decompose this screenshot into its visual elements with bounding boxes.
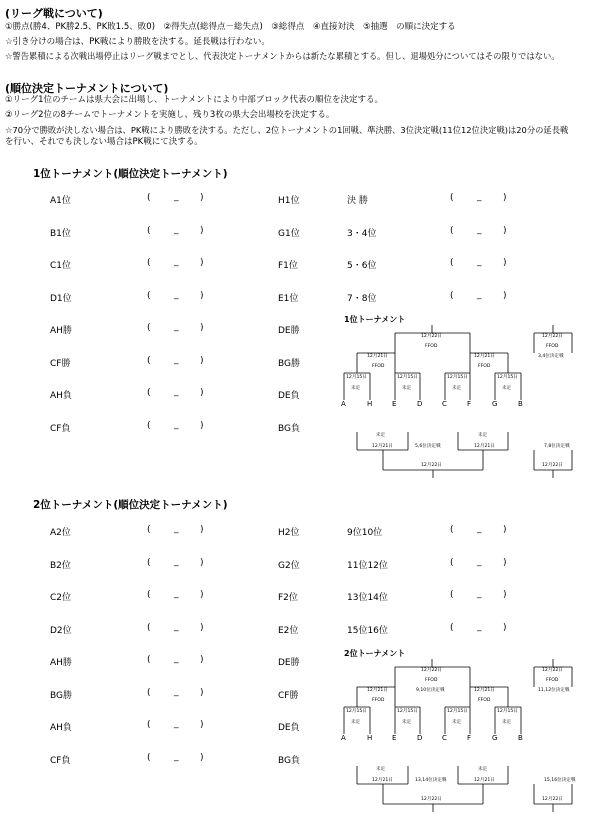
b1-team-3: D — [417, 400, 423, 408]
t2-left-label-7: CF負 — [50, 756, 71, 766]
t1-left-paren-5-close: ) — [200, 356, 204, 366]
t1-left-label-1: B1位 — [50, 229, 71, 239]
t2-right-code-5: CF勝 — [278, 691, 299, 701]
t2-right-code-1: G2位 — [278, 561, 300, 571]
b2-r1-venue-1: 未定 — [402, 720, 412, 725]
b2-team-1: H — [367, 734, 373, 742]
t2-left-paren-5-close: ) — [200, 688, 204, 698]
t2-right-paren-1-dash: _ — [477, 557, 482, 567]
b1-final-date: 12月22日 — [421, 334, 442, 339]
t2-right-name-3: 15位16位 — [347, 626, 388, 636]
t1-left-label-0: A1位 — [50, 196, 71, 206]
t2-left-paren-6-open: ( — [147, 720, 151, 730]
b1-third-date: 12月22日 — [542, 334, 563, 339]
t2-left-paren-7-dash: _ — [174, 752, 179, 762]
b1-r1-date-3: 12月15日 — [497, 375, 518, 380]
t1-right-name-2: 5・6位 — [347, 261, 377, 271]
t1-left-paren-0-close: ) — [200, 193, 204, 203]
b1-team-0: A — [341, 400, 346, 408]
t1-left-label-3: D1位 — [50, 294, 72, 304]
league-line-3: ☆警告累積による次戦出場停止はリーグ戦までとし、代表決定トーナメントからは新たな累積とする。但し、退場処分についてはその限りではない。 — [5, 51, 560, 61]
b2-third-date: 12月22日 — [542, 668, 563, 673]
b1-team-1: H — [367, 400, 373, 408]
b1-third-venue: FFOD — [546, 344, 559, 349]
b1-team-2: E — [392, 400, 397, 408]
t1-right-paren-3-open: ( — [450, 291, 454, 301]
b2-r1-date-1: 12月15日 — [397, 709, 418, 714]
b1-semi-right-date: 12月21日 — [474, 354, 495, 359]
t1-left-paren-7-close: ) — [200, 421, 204, 431]
b2-r1-date-3: 12月15日 — [497, 709, 518, 714]
b2-lower-mid-venue: 未定 — [478, 767, 488, 772]
league-heading: (リーグ戦について) — [5, 7, 103, 20]
t1-right-code-5: BG勝 — [278, 359, 300, 369]
ranking-line-2: ②リーグ2位の8チームでトーナメントを実施し、残り3枚の県大会出場校を決定する。 — [5, 110, 335, 120]
t2-left-paren-6-close: ) — [200, 720, 204, 730]
b1-r1-venue-1: 未定 — [402, 386, 412, 391]
t2-left-paren-1-close: ) — [200, 558, 204, 568]
t2-right-code-0: H2位 — [278, 528, 300, 538]
t1-right-paren-2-close: ) — [503, 258, 507, 268]
b2-r1-venue-0: 未定 — [351, 720, 361, 725]
b1-semi-right-venue: FFOD — [478, 364, 491, 369]
t2-left-paren-7-open: ( — [147, 753, 151, 763]
b2-semi-left-venue: FFOD — [372, 698, 385, 703]
t2-right-code-6: DE負 — [278, 723, 300, 733]
league-line-1: ①勝点(勝4、PK勝2.5、PK敗1.5、敗0) ②得失点(総得点－総失点) ③総得点 ④直接対決 ⑤抽選 の順に決定する — [5, 22, 456, 32]
t1-right-paren-0-dash: _ — [477, 192, 482, 202]
b1-third-label: 3,4位決定戦 — [538, 354, 564, 359]
t1-left-label-2: C1位 — [50, 261, 72, 271]
b1-semi-left-venue: FFOD — [372, 364, 385, 369]
t1-left-paren-5-dash: _ — [174, 355, 179, 365]
b1-team-6: G — [492, 400, 498, 408]
b1-lower-left-final-date: 12月22日 — [421, 463, 442, 468]
t2-left-paren-5-open: ( — [147, 688, 151, 698]
t1-right-paren-1-close: ) — [503, 226, 507, 236]
t2-right-paren-3-dash: _ — [477, 622, 482, 632]
t1-right-code-4: DE勝 — [278, 326, 300, 336]
t1-left-paren-7-dash: _ — [174, 420, 179, 430]
t2-left-paren-2-dash: _ — [174, 589, 179, 599]
b2-lower-right-label: 15,16位決定戦 — [544, 778, 576, 783]
t2-left-paren-6-dash: _ — [174, 719, 179, 729]
t1-left-paren-4-open: ( — [147, 323, 151, 333]
b1-lower-left-venue: 未定 — [376, 433, 386, 438]
t2-right-paren-1-open: ( — [450, 558, 454, 568]
t1-left-paren-1-close: ) — [200, 226, 204, 236]
t1-left-label-7: CF負 — [50, 424, 71, 434]
b2-lower-left-label: 13,14位決定戦 — [415, 778, 447, 783]
t2-right-code-2: F2位 — [278, 593, 298, 603]
t2-right-paren-0-close: ) — [503, 525, 507, 535]
t1-right-code-6: DE負 — [278, 391, 300, 401]
b1-final-venue: FFOD — [425, 344, 438, 349]
t2-left-label-2: C2位 — [50, 593, 72, 603]
b1-r1-date-1: 12月15日 — [397, 375, 418, 380]
b1-lower-mid-date: 12月21日 — [474, 444, 495, 449]
ranking-heading: (順位決定トーナメントについて) — [5, 82, 169, 95]
b2-lower-left-final-date: 12月22日 — [421, 797, 442, 802]
t2-left-paren-1-dash: _ — [174, 557, 179, 567]
b2-semi-left-date: 12月21日 — [367, 688, 388, 693]
t2-right-code-7: BG負 — [278, 756, 300, 766]
b1-lower-left-date: 12月21日 — [372, 444, 393, 449]
t1-right-name-3: 7・8位 — [347, 294, 377, 304]
b2-third-venue: FFOD — [546, 678, 559, 683]
t2-left-paren-1-open: ( — [147, 558, 151, 568]
b2-team-7: B — [518, 734, 523, 742]
t1-right-code-7: BG負 — [278, 424, 300, 434]
b1-lower-mid-venue: 未定 — [478, 433, 488, 438]
ranking-line-4: を行い、それでも決しない場合はPK戦にて決する。 — [5, 137, 203, 147]
t2-title: 2位トーナメント(順位決定トーナメント) — [33, 499, 228, 511]
t2-right-paren-3-close: ) — [503, 623, 507, 633]
t2-left-label-1: B2位 — [50, 561, 71, 571]
t1-right-code-0: H1位 — [278, 196, 300, 206]
t1-left-paren-2-dash: _ — [174, 257, 179, 267]
ranking-line-1: ①リーグ1位のチームは県大会に出場し、トーナメントにより中部ブロック代表の順位を決定する。 — [5, 95, 384, 105]
t1-left-label-5: CF勝 — [50, 359, 71, 369]
b2-team-6: G — [492, 734, 498, 742]
t1-right-name-1: 3・4位 — [347, 229, 377, 239]
t1-right-paren-2-open: ( — [450, 258, 454, 268]
t1-right-paren-3-close: ) — [503, 291, 507, 301]
b1-title: 1位トーナメント — [344, 315, 406, 324]
b1-semi-left-date: 12月21日 — [367, 354, 388, 359]
t2-left-label-4: AH勝 — [50, 658, 72, 668]
t2-right-paren-0-dash: _ — [477, 524, 482, 534]
t2-left-paren-0-open: ( — [147, 525, 151, 535]
t2-right-code-3: E2位 — [278, 626, 299, 636]
t2-left-paren-4-close: ) — [200, 655, 204, 665]
t2-right-paren-3-open: ( — [450, 623, 454, 633]
t2-left-paren-0-close: ) — [200, 525, 204, 535]
t2-right-paren-0-open: ( — [450, 525, 454, 535]
b1-team-7: B — [518, 400, 523, 408]
t1-left-label-4: AH勝 — [50, 326, 72, 336]
t2-left-paren-4-dash: _ — [174, 654, 179, 664]
b1-r1-venue-3: 未定 — [502, 386, 512, 391]
t1-left-paren-0-open: ( — [147, 193, 151, 203]
b2-r1-date-0: 12月15日 — [346, 709, 367, 714]
t1-right-paren-1-open: ( — [450, 226, 454, 236]
b2-lower-left-venue: 未定 — [376, 767, 386, 772]
t1-left-paren-7-open: ( — [147, 421, 151, 431]
t2-left-paren-7-close: ) — [200, 753, 204, 763]
t1-left-paren-1-open: ( — [147, 226, 151, 236]
t1-left-paren-3-dash: _ — [174, 290, 179, 300]
b2-lower-right-date: 12月22日 — [542, 797, 563, 802]
t1-right-paren-1-dash: _ — [477, 225, 482, 235]
t1-left-paren-6-close: ) — [200, 388, 204, 398]
ranking-line-3: ☆70分で勝敗が決しない場合は、PK戦により勝敗を決する。ただし、2位トーナメントの1回戦、準決勝、3位決定戦(11位12位決定戦)は20分の延長戦 — [5, 125, 569, 135]
t2-left-label-0: A2位 — [50, 528, 71, 538]
b2-r1-date-2: 12月15日 — [447, 709, 468, 714]
t1-left-paren-6-open: ( — [147, 388, 151, 398]
t2-left-paren-3-open: ( — [147, 623, 151, 633]
t2-right-name-0: 9位10位 — [347, 528, 383, 538]
b1-lower-right-label: 7,8位決定戦 — [544, 444, 570, 449]
t1-left-paren-5-open: ( — [147, 356, 151, 366]
b1-r1-venue-2: 未定 — [452, 386, 462, 391]
t1-left-paren-4-dash: _ — [174, 322, 179, 332]
t1-left-paren-4-close: ) — [200, 323, 204, 333]
t1-left-paren-2-close: ) — [200, 258, 204, 268]
t1-left-paren-6-dash: _ — [174, 387, 179, 397]
t2-left-paren-5-dash: _ — [174, 687, 179, 697]
t1-right-paren-0-close: ) — [503, 193, 507, 203]
b2-final-label: 9,10位決定戦 — [416, 688, 445, 693]
b1-lower-right-date: 12月22日 — [542, 463, 563, 468]
b1-team-5: F — [467, 400, 472, 408]
b2-title: 2位トーナメント — [344, 649, 406, 658]
t2-right-name-2: 13位14位 — [347, 593, 388, 603]
t2-left-paren-2-close: ) — [200, 590, 204, 600]
b2-r1-venue-3: 未定 — [502, 720, 512, 725]
b1-r1-date-0: 12月15日 — [346, 375, 367, 380]
t2-left-label-3: D2位 — [50, 626, 72, 636]
t1-left-paren-1-dash: _ — [174, 225, 179, 235]
b2-team-3: D — [417, 734, 423, 742]
b2-final-date: 12月22日 — [421, 668, 442, 673]
t1-right-name-0: 決 勝 — [347, 196, 368, 206]
t1-left-paren-3-close: ) — [200, 291, 204, 301]
t1-left-paren-2-open: ( — [147, 258, 151, 268]
t2-left-label-5: BG勝 — [50, 691, 72, 701]
b2-r1-venue-2: 未定 — [452, 720, 462, 725]
t2-left-paren-3-close: ) — [200, 623, 204, 633]
t2-right-paren-2-close: ) — [503, 590, 507, 600]
t1-right-code-3: E1位 — [278, 294, 299, 304]
t2-right-paren-1-close: ) — [503, 558, 507, 568]
t1-right-code-2: F1位 — [278, 261, 298, 271]
t1-left-paren-3-open: ( — [147, 291, 151, 301]
b2-team-5: F — [467, 734, 472, 742]
t2-right-code-4: DE勝 — [278, 658, 300, 668]
b1-r1-date-2: 12月15日 — [447, 375, 468, 380]
t2-right-paren-2-dash: _ — [477, 589, 482, 599]
b2-semi-right-date: 12月21日 — [474, 688, 495, 693]
b1-team-4: C — [442, 400, 447, 408]
t2-right-name-1: 11位12位 — [347, 561, 388, 571]
t2-left-paren-3-dash: _ — [174, 622, 179, 632]
t1-right-code-1: G1位 — [278, 229, 300, 239]
t2-left-paren-4-open: ( — [147, 655, 151, 665]
t1-right-paren-0-open: ( — [450, 193, 454, 203]
t1-title: 1位トーナメント(順位決定トーナメント) — [33, 168, 228, 180]
t2-left-paren-0-dash: _ — [174, 524, 179, 534]
t2-left-paren-2-open: ( — [147, 590, 151, 600]
t1-left-paren-0-dash: _ — [174, 192, 179, 202]
t1-left-label-6: AH負 — [50, 391, 72, 401]
t2-left-label-6: AH負 — [50, 723, 72, 733]
league-line-2: ☆引き分けの場合は、PK戦により勝敗を決する。延長戦は行わない。 — [5, 37, 270, 47]
b2-lower-left-date: 12月21日 — [372, 778, 393, 783]
b2-semi-right-venue: FFOD — [478, 698, 491, 703]
b2-lower-mid-date: 12月21日 — [474, 778, 495, 783]
b2-team-4: C — [442, 734, 447, 742]
b2-team-0: A — [341, 734, 346, 742]
b1-r1-venue-0: 未定 — [351, 386, 361, 391]
b1-lower-left-label: 5,6位決定戦 — [415, 444, 441, 449]
b2-final-venue: FFOD — [425, 678, 438, 683]
b2-team-2: E — [392, 734, 397, 742]
t2-right-paren-2-open: ( — [450, 590, 454, 600]
t1-right-paren-3-dash: _ — [477, 290, 482, 300]
t1-right-paren-2-dash: _ — [477, 257, 482, 267]
b2-third-label: 11,12位決定戦 — [538, 688, 570, 693]
